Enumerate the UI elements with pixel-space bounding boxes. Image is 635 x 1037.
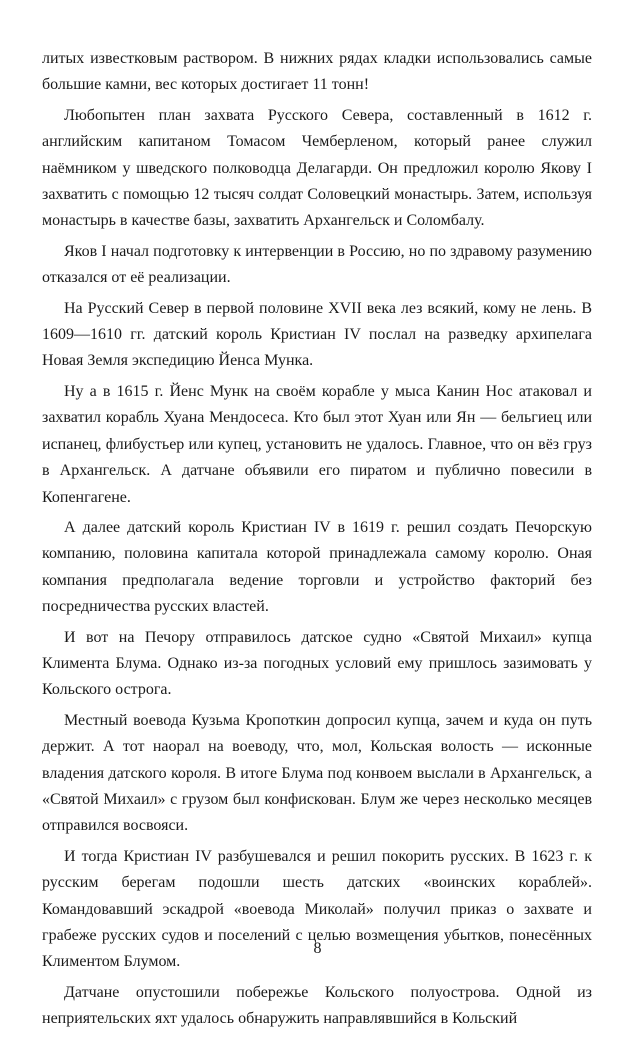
paragraph-1: литых известковым раствором. В нижних рядах кладки использовались самые большие камни, вес которых достигает 11 тонн!: [42, 50, 592, 94]
body-text: [42, 46, 592, 1037]
paragraph-10: Датчане опустошили побережье Кольского полуострова. Одной из неприятельских яхт удалось обнаружить направлявшийся в Кольский: [42, 983, 592, 1028]
paragraph-3: Яков I начал подготовку к интервенции в Россию, но по здравому разумению отказался от её реализации.: [42, 242, 592, 287]
paragraph-7: И вот на Печору отправилось датское судно «Святой Михаил» купца Климента Блума. Однако из-за погодных условий ему пришлось зазимовать у Кольского острога.: [42, 628, 592, 699]
paragraph-2: Любопытен план захвата Русского Севера, составленный в 1612 г. английским капитаном Томасом Чемберленом, который ранее служил наёмником у шведского полководца Делагарди. Он предложил королю Якову I захватить с помощью 12 тысяч солдат Соловецкий монастырь. Затем, используя монастырь в качестве базы, захватить Архангельск и Соломбалу.: [42, 106, 592, 230]
paragraph-5: Ну а в 1615 г. Йенс Мунк на своём корабле у мыса Канин Нос атаковал и захватил корабль Хуана Мендосеса. Кто был этот Хуан или Ян — бельгиец или испанец, флибустьер или купец, установить не удалось. Главное, что он вёз груз в Архангельск. А датчане объявили его пиратом и публично повесили в Копенгагене.: [42, 382, 592, 506]
paragraph-9: И тогда Кристиан IV разбушевался и решил покорить русских. В 1623 г. к русским берегам подошли шесть датских «воинских кораблей». Командовавший эскадрой «воевода Миколай» получил приказ о захвате и грабеже русских судов и поселений с целью возмещения убытков, понесённых Климентом Блумом.: [42, 847, 592, 971]
paragraph-6: А далее датский король Кристиан IV в 1619 г. решил создать Печорскую компанию, половина капитала которой принадлежала самому королю. Оная компания предполагала ведение торговли и устройство факторий без посредничества русских властей.: [42, 518, 592, 616]
paragraph-8: Местный воевода Кузьма Кропоткин допросил купца, зачем и куда он путь держит. А тот наорал на воеводу, что, мол, Кольская волость — исконные владения датского короля. В итоге Блума под конвоем выслали в Архангельск, а «Святой Михаил» с грузом был конфискован. Блум же через несколько месяцев отправился восвояси.: [42, 711, 592, 835]
page-number: 8: [313, 940, 322, 957]
paragraph-4: На Русский Север в первой половине XVII века лез всякий, кому не лень. В 1609—1610 гг. датский король Кристиан IV послал на разведку архипелага Новая Земля экспедицию Йенса Мунка.: [42, 299, 592, 370]
